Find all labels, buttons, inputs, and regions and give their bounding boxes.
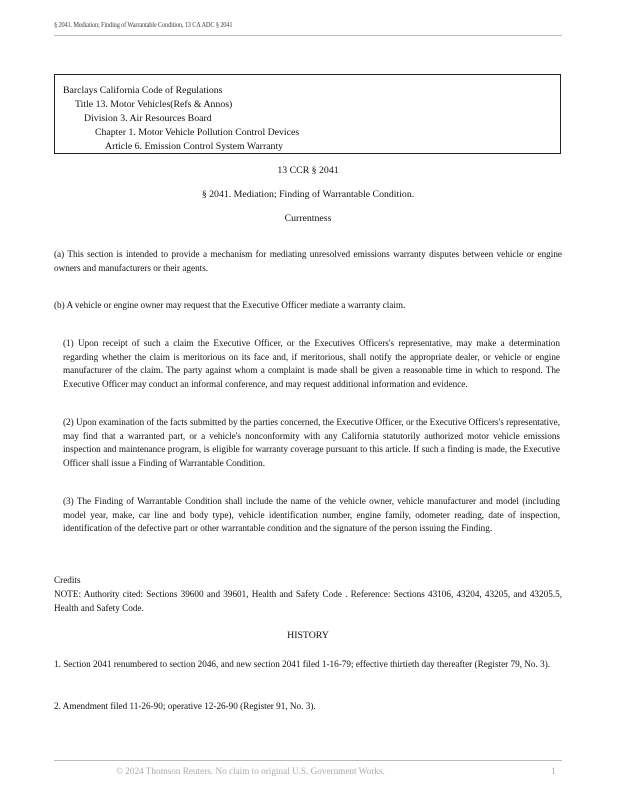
paragraph-a: (a) This section is intended to provide a mechanism for mediating unresolved emissions warranty disputes between vehicle or engine owners and manufacturers or their agents. bbox=[54, 249, 562, 273]
history-heading: HISTORY bbox=[287, 630, 329, 641]
section-title: § 2041. Mediation; Finding of Warrantable Condition. bbox=[201, 189, 415, 200]
footer-divider bbox=[54, 760, 562, 761]
hierarchy-division: Division 3. Air Resources Board bbox=[84, 113, 212, 124]
currentness-link[interactable]: Currentness bbox=[284, 213, 332, 224]
history-item: 1. Section 2041 renumbered to section 2046, and new section 2041 filed 1-16-79; effective thirtieth day thereafter (Register 79, No. 3). bbox=[54, 659, 551, 669]
credits-note: NOTE: Authority cited: Sections 39600 and 39601, Health and Safety Code . Reference: Sections 43106, 43204, 43205, and 43205.5, Health and Safety Code. bbox=[54, 589, 562, 613]
hierarchy-article: Article 6. Emission Control System Warranty bbox=[105, 141, 284, 152]
citation: 13 CCR § 2041 bbox=[277, 165, 339, 176]
code-hierarchy-box bbox=[54, 74, 561, 154]
copyright-footer: © 2024 Thomson Reuters. No claim to original U.S. Government Works. bbox=[116, 766, 385, 776]
page-number: 1 bbox=[551, 766, 556, 776]
running-head: § 2041. Mediation; Finding of Warrantable Condition, 13 CA ADC § 2041 bbox=[54, 20, 233, 29]
hierarchy-title[interactable]: Title 13. Motor Vehicles(Refs & Annos) bbox=[75, 99, 233, 110]
header-divider bbox=[54, 35, 562, 36]
hierarchy-chapter: Chapter 1. Motor Vehicle Pollution Control Devices bbox=[95, 127, 300, 138]
credits-label: Credits bbox=[54, 575, 81, 585]
hierarchy-publisher: Barclays California Code of Regulations bbox=[63, 85, 223, 96]
history-item: 2. Amendment filed 11-26-90; operative 12-26-90 (Register 91, No. 3). bbox=[54, 701, 316, 711]
paragraph-b2: (2) Upon examination of the facts submitted by the parties concerned, the Executive Officer, or the Executive Officers's representative, may find that a warranted part, or a vehicle's nonconformity with any California statutorily authorized motor vehicle emissions inspection and maintenance program, is eligible for warranty coverage pursuant to this article. If such a finding is made, the Executive Officer shall issue a Finding of Warrantable Condition. bbox=[63, 417, 560, 468]
paragraph-b: (b) A vehicle or engine owner may request that the Executive Officer mediate a warranty claim. bbox=[54, 300, 406, 310]
paragraph-b1: (1) Upon receipt of such a claim the Executive Officer, or the Executives Officers's representative, may make a determination regarding whether the claim is meritorious on its face and, if meritorious, shall notify the appropriate dealer, or vehicle or engine manufacturer of the claim. The party against whom a complaint is made shall be given a reasonable time in which to respond. The Executive Officer may conduct an informal conference, and may request additional information and evidence. bbox=[63, 338, 560, 389]
paragraph-b3: (3) The Finding of Warrantable Condition shall include the name of the vehicle owner, vehicle manufacturer and model (including model year, make, car line and body type), vehicle identification number, engine family, odometer reading, date of inspection, identification of the defective part or other warrantable condition and the signature of the person issuing the Finding. bbox=[63, 496, 560, 534]
